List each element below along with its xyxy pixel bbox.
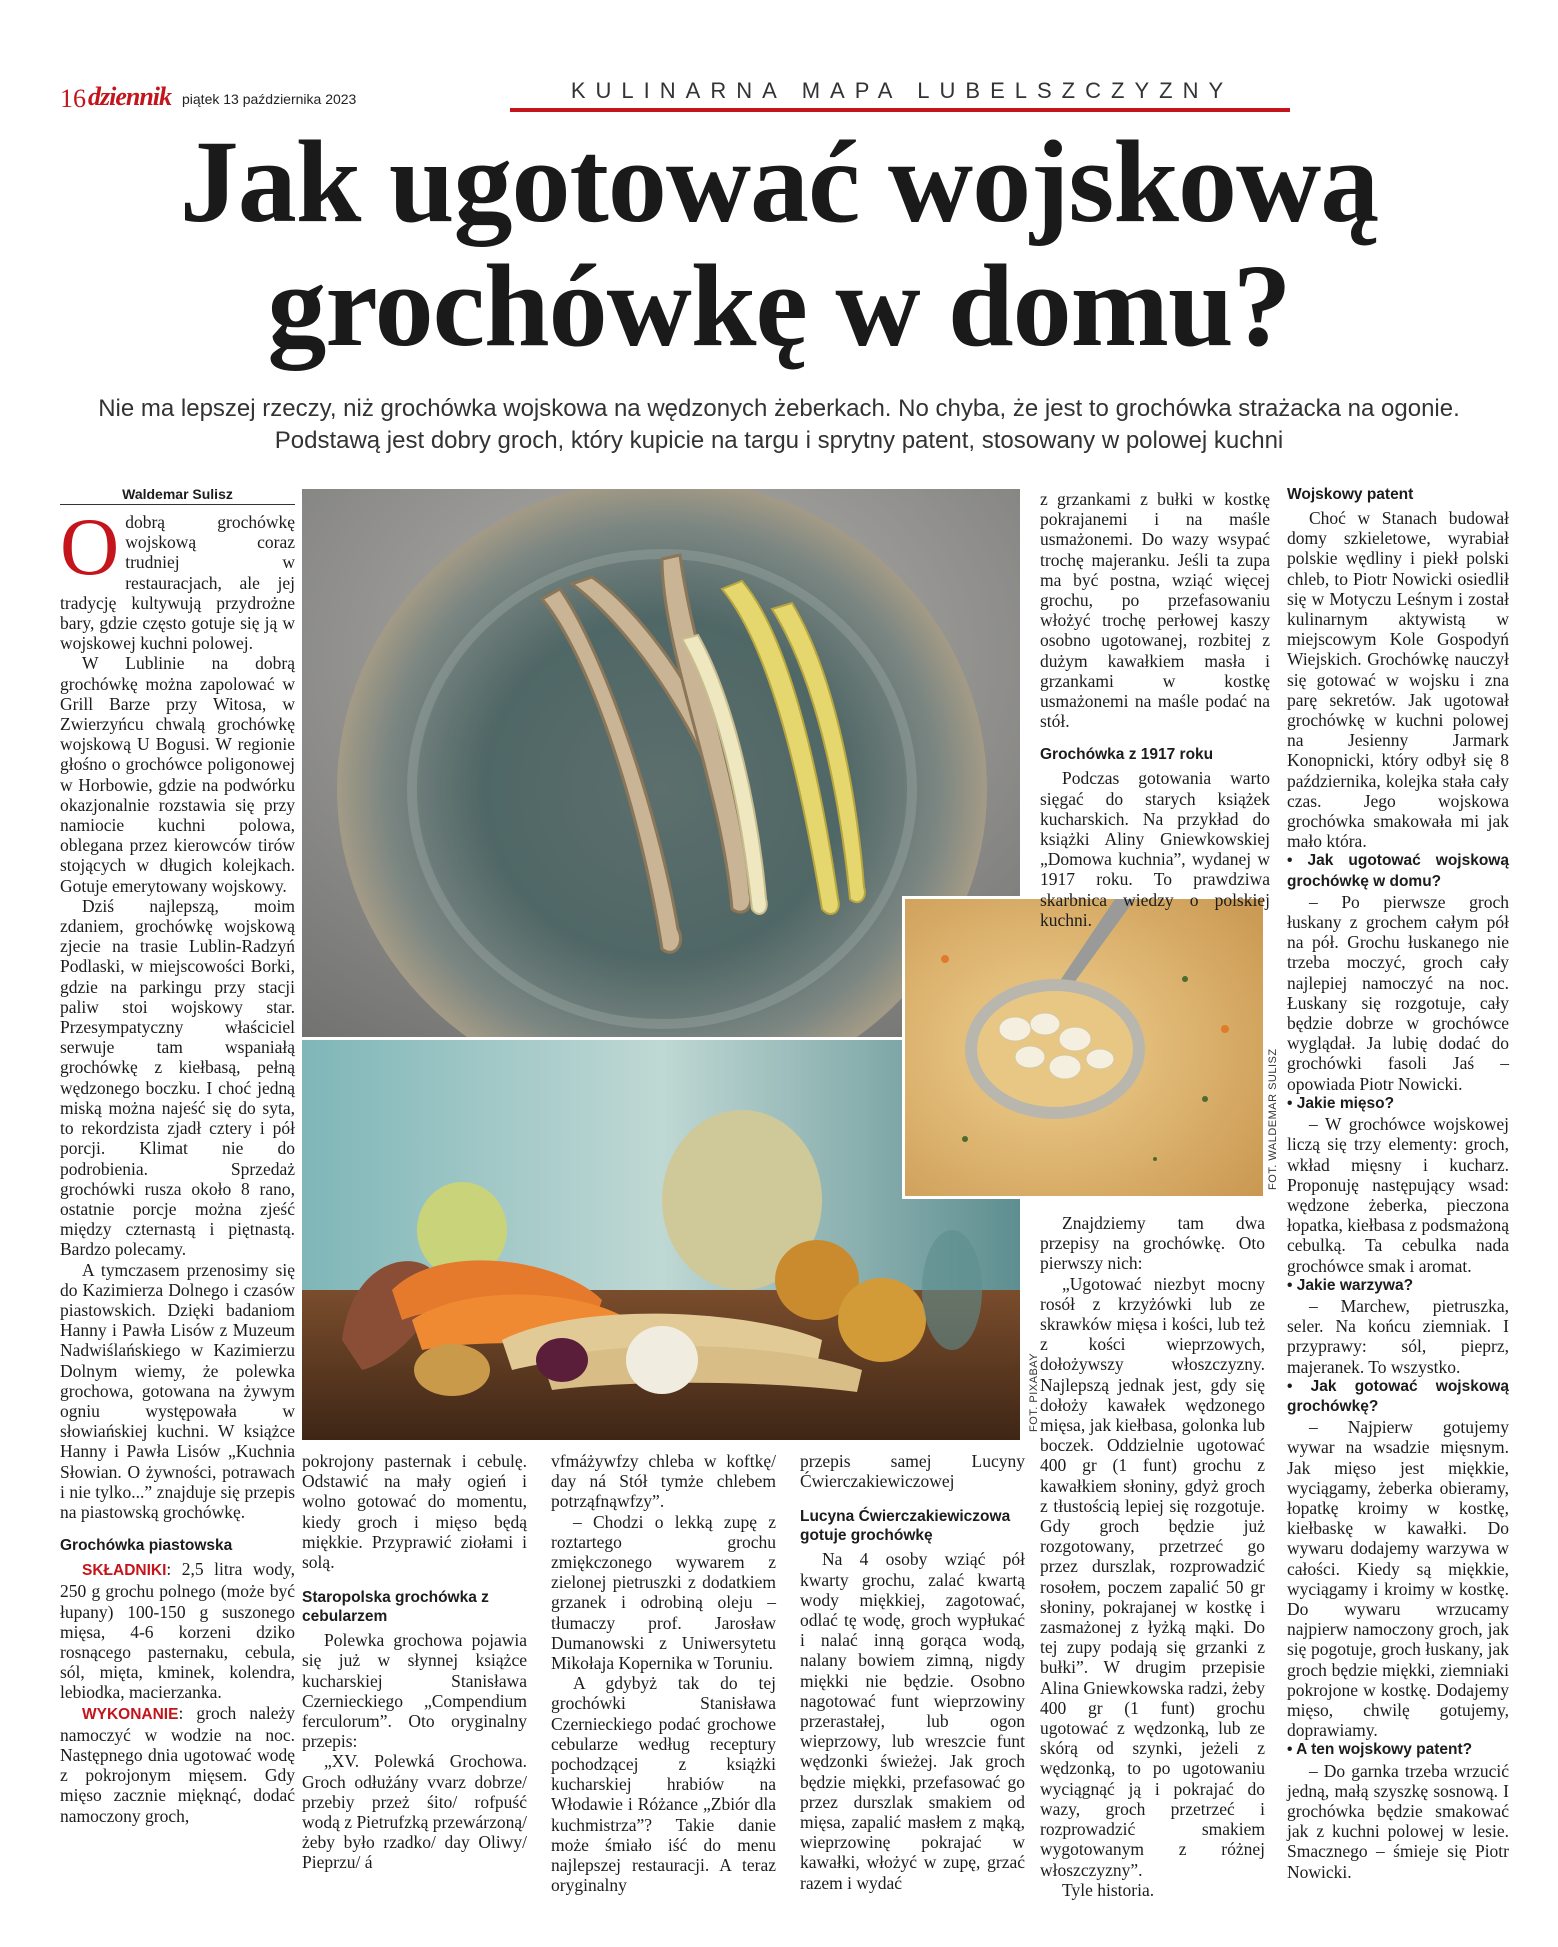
lead-line-2: Podstawą jest dobry groch, który kupicie na targu i sprytny patent, stosowany w polowej kuchni — [274, 427, 1284, 454]
photo-credit-vegetables: FOT. PIXABAY — [1028, 1352, 1040, 1432]
ingredients-text: : 2,5 litra wody, 250 g grochu polnego (może być łupany) 100-150 g suszonego mięsa, 4-6 korzeni dziko rosnącego pasternaku, cebula, sól, mięta, kminek, kolendra, lebiodka, macierzanka. — [60, 1559, 295, 1703]
headline-line-2: grochówkę w domu? — [267, 240, 1291, 371]
column-5-bottom — [1040, 1213, 1265, 1900]
paragraph: Choć w Stanach budował domy szkieletowe, wyrabiał polskie wędliny i piekł polski chleb, to Piotr Nowicki osiedlił się w Motyczu Leśnym i został kulinarnym aktywistą w miejscowym Kole Gospodyń Wiejskich. Grochówkę nauczył się gotować w wojsku i zna parę sekretów. Jak ugotował grochówkę w kuchni polowej na Jesienny Jarmark Konopnicki, który odbył się 8 października, kolejka stała cały czas. Jego wojskowa grochówka smakowała mi jak mało która. — [1287, 508, 1509, 852]
paragraph: Tyle historia. — [1062, 1879, 1155, 1900]
paragraph: A tymczasem przenosimy się do Kazimierza Dolnego i czasów piastowskich. Dzięki badaniom Hanny i Pawła Lisów z Muzeum Nadwiślańskiego w Kazimierzu Dolnym wiemy, że polewka grochowa, gotowana na żywym ogniu występowała w słowiańskiej kuchni. W książce Hanny i Pawła Lisów „Kuchnia Słowian. O żywności, potrawach i nie tylko...” znajduje się przepis na piastowską grochówkę. — [60, 1259, 295, 1522]
method-text: : groch należy namoczyć w wodzie na noc. Następnego dnia ugotować wodę z pokrojonym mięsem. Gdy mięso zacznie mięknąć, dodać namoczony groch, — [60, 1702, 295, 1826]
headline-line-1: Jak ugotować wojskową — [179, 116, 1379, 247]
soup-illustration — [905, 899, 1263, 1196]
subheading: Grochówka z 1917 roku — [1040, 746, 1214, 764]
subheading: Lucyna Ćwierczakiewiczowa gotuje grochówkę — [800, 1508, 1011, 1545]
paragraph: „XV. Polewká Grochowa. Groch odłużány vvarz dobrze/ przebiy przeż śito/ rofpuść wodą z Pietrufzką przewárzoną/ żeby było rzadko/ day Oliwy/ Pieprzu/ á — [302, 1751, 527, 1873]
question — [1287, 1094, 1509, 1114]
column-1 — [60, 501, 295, 1826]
question-text: • Jak gotować wojskową grochówkę? — [1287, 1377, 1509, 1415]
paragraph: A gdybyż tak do tej grochówki Stanisława Czernieckiego podać grochowe cebularze według receptury pochodzącej z książki kucharskiej hrabiów na Włodawie i Różance „Zbiór dla kuchmistrza”? Takie danie może śmiało iść do menu najlepszej restauracji. A teraz oryginalny — [551, 1673, 776, 1896]
page-header — [60, 78, 1500, 118]
brand-logo: dziennik — [88, 82, 172, 111]
paragraph: przepis samej Lucyny Ćwierczakiewiczowej — [800, 1451, 1025, 1492]
method-label: WYKONANIE — [82, 1705, 179, 1723]
answer: – Najpierw gotujemy wywar na wsadzie mięsnym. Jak mięso jest miękkie, wyciągamy, żeberka obieramy, łopatkę kroimy w kostkę, kiełbaskę w kawałki. Do wywaru dodajemy warzywa w całości. Kiedy są miękkie, wyciągamy i kroimy w kostkę. Do wywaru wrzucamy najpierw namoczony groch, jak się pogotuje, groch łuskany, jak groch będzie miękki, ziemniaki pokrojone w kostkę. Dodajemy mięso, chwilę gotujemy, doprawiamy. — [1287, 1417, 1509, 1741]
paragraph: dobrą grochówkę wojskową coraz trudniej w restauracjach, ale jej tradycję kultywują przydrożne bary, gdzie często gotuje się ją w wojskowej kuchni polowej. — [60, 512, 295, 654]
question — [1287, 1276, 1509, 1296]
paragraph: Podczas gotowania warto sięgać do starych książek kucharskich. Na przykład do książki Aliny Gniewkowskiej „Domowa kuchnia”, wydanej w 1917 roku. To prawdziwa skarbnica wiedzy o polskiej kuchni. — [1040, 768, 1270, 930]
ingredients-label: SKŁADNIKI — [82, 1562, 167, 1580]
section-title: KULINARNA MAPA LUBELSZCZYZNY — [570, 78, 1234, 103]
question — [1287, 1740, 1509, 1760]
paragraph: Polewka grochowa pojawia się już w słynnej książce kucharskiej Stanisława Czernieckiego „Compendium ferculorum”. Oto oryginalny przepis: — [302, 1630, 527, 1752]
issue-date: piątek 13 października 2023 — [182, 91, 357, 107]
subheading: Grochówka piastowska — [60, 1537, 233, 1555]
paragraph: Znajdziemy tam dwa przepisy na grochówkę. Oto pierwszy nich: — [1040, 1213, 1265, 1274]
question-text: • Jakie warzywa? — [1287, 1276, 1414, 1294]
question-text: • A ten wojskowy patent? — [1287, 1741, 1473, 1759]
paragraph: – Chodzi o lekką zupę z roztartego grochu zmiękczonego wywarem z zielonej pietruszki z dodatkiem grzanek i odrobiną oleju – tłumaczy prof. Jarosław Dumanowski z Uniwersytetu Mikołaja Kopernika w Toruniu. — [551, 1511, 776, 1674]
lead-line-1: Nie ma lepszej rzeczy, niż grochówka wojskowa na wędzonych żeberkach. No chyba, że jest to grochówka strażacka na ogonie. — [98, 395, 1460, 422]
paragraph: vfmáżywfzy chleba w koftkę/ day ná Stół tymże chlebem potrząfnąwfzy”. — [551, 1451, 776, 1512]
question-text: • Jak ugotować wojskową grochówkę w domu? — [1287, 852, 1509, 890]
subheading: Staropolska grochówka z cebularzem — [302, 1589, 489, 1626]
answer: – Do garnka trzeba wrzucić jedną, małą szyszkę sosnową. I grochówka będzie smakować jak z kuchni polowej w lesie. Smacznego – śmieje się Piotr Nowicki. — [1287, 1760, 1509, 1882]
ingredients — [60, 1559, 295, 1702]
column-4-top — [1040, 489, 1270, 930]
page-number: 16 — [60, 84, 86, 113]
answer: – Po pierwsze groch łuskany z grochem całym pół na pół. Grochu łuskanego nie trzeba moczyć, groch cały najlepiej namoczyć na noc. Łuskany się rozgotuje, cały będzie dobrze w grochówce wyglądał. Ja lubię dodać do grochówki fasoli Jaś – opowiada Piotr Nowicki. — [1287, 891, 1509, 1094]
answer: – Marchew, pietruszka, seler. Na końcu ziemniak. I przyprawy: sól, pieprz, majeranek. To wszystko. — [1287, 1295, 1509, 1377]
headline — [0, 116, 1558, 371]
paragraph: z grzankami z bułki w kostkę pokrajanemi i na maśle usmażonemi. Do wazy wsypać trochę majeranku. Jeśli ta zupa ma być postna, wziąć więcej grochu, po przefasowaniu włożyć trochę perłowej kaszy osobno ugotowanej, rozbitej z dużym kawałkiem masła i grzankami w kostkę usmażonemi na maśle podać na stół. — [1040, 489, 1270, 732]
paragraph: pokrojony pasternak i cebulę. Odstawić na mały ogień i wolno gotować do momentu, kiedy groch i mięso będą miękkie. Przyprawić ziołami i solą. — [302, 1451, 527, 1573]
paragraph: Dziś najlepszą, moim zdaniem, grochówkę wojskową zjecie na trasie Lublin-Radzyń Podlaski, w miejscowości Borki, gdzie na parkingu przy stacji paliw stoi wojskowy star. Przesympatyczny właściciel serwuje tam wspaniałą grochówkę z kiełbasą, pełną wędzonego boczku. I choć jedną miską można najeść się do syta, to rekordzista zjadł cztery i pół porcji. Klimat nie do podrobienia. Sprzedaż grochówki rusza około 8 rano, ostatnie porcje można zjeść między czternastą i piętnastą. Bardzo polecamy. — [60, 895, 295, 1260]
drop-cap: O — [60, 501, 120, 592]
lead — [30, 393, 1528, 457]
paragraph: „Ugotować niezbyt mocny rosół z krzyżówki lub ze skrawków mięsa i kości, lub też z kości wieprzowych, dołożywszy włoszczyzny. Najlepszą jednak jest, gdy się dołoży kawałek wędzonego mięsa, jak kiełbasa, golonka lub boczek. Oddzielnie ugotować 400 gr (1 funt) grochu z kawałkiem słoniny, gdyż groch z tłustością lepiej się rozgotuje. Gdy groch będzie już rozgotowany, przetrzeć go przez durszlak, rozprowadzić rosołem, poczem zapalić 50 gr słoniny, pokrajanej w kostkę i zasmażonej z łyżką mąki. Do tej zupy podają się grzanki z bułki”. W drugim przepisie Alina Gniewkowska radzi, żeby 400 gr (1 funt) grochu ugotować z wędzonką, lub ze skórą od szynki, jeżeli z wędzonką, to po ugotowaniu wyciągnąć ją i pokrajać do wazy, groch przetrzeć i rozprowadzić smakiem wygotowanym z różnej włoszczyzny”. — [1040, 1273, 1265, 1880]
method — [60, 1703, 295, 1826]
question — [1287, 851, 1509, 891]
author-name: Waldemar Sulisz — [122, 486, 233, 502]
question — [1287, 1377, 1509, 1417]
column-3 — [551, 1451, 776, 1895]
column-6 — [1287, 485, 1509, 1882]
column-4-bottom — [800, 1451, 1025, 1893]
paragraph: Na 4 osoby wziąć pół kwarty grochu, zalać kwartą wody miękkiej, zagotować, odlać tę wodę, groch wypłukać i nalać inną gorąca wodą, nalany bowiem zimną, nigdy miękki nie będzie. Osobno nagotować funt wieprzowiny przerastałej, lub ogon wieprzowy, lub wreszcie funt wędzonki świeżej. Jak groch będzie miękki, przefasować go przez durszlak smakiem od mięsa, zapalić masłem z mąką, wieprzowinę pokrajać w kawałki, włożyć w zupę, grzać razem i wydać — [800, 1549, 1025, 1893]
answer: – W grochówce wojskowej liczą się trzy elementy: groch, wkład mięsny i kucharz. Proponuję następujący wsad: wędzone żeberka, pieczona łopatka, kiełbasa z podsmażoną cebulką. Ta cebulka nada grochówce smak i aromat. — [1287, 1114, 1509, 1276]
question-text: • Jakie mięso? — [1287, 1094, 1395, 1112]
photo-credit-soup: FOT. WALDEMAR SULISZ — [1267, 1048, 1279, 1190]
section-rule — [510, 108, 1290, 112]
column-2 — [302, 1451, 527, 1873]
photo-soup — [902, 896, 1266, 1199]
subheading: Wojskowy patent — [1287, 486, 1414, 503]
paragraph: W Lublinie na dobrą grochówkę można zapolować w Grill Barze przy Witosa, w Zwierzyńcu chwalą grochówkę wojskową U Bogusi. W regionie głośno o grochówce poligonowej w Horbowie, gdzie na podwórku okazjonalnie rozstawia się przy namiocie kuchni polowa, oblegana przez kierowców tirów stojących w długich kolejkach. Gotuje emerytowany wojskowy. — [60, 653, 295, 896]
